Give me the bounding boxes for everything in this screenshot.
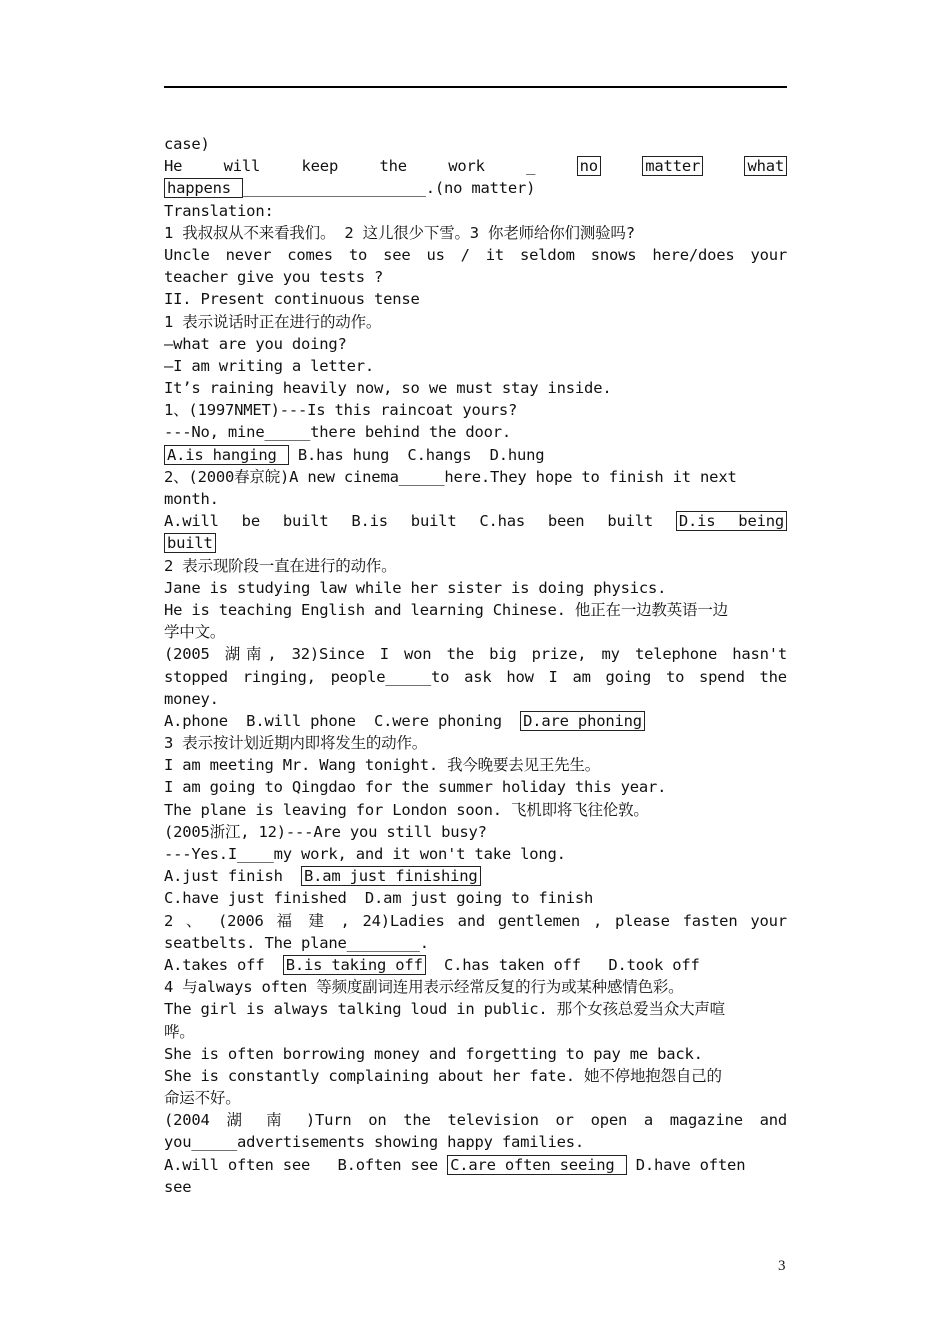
text-segment: snows (590, 245, 637, 264)
text-line (164, 577, 787, 599)
text-segment: 1 表示说话时正在进行的动作。 (164, 312, 382, 331)
text-line (164, 821, 787, 843)
text-line (164, 910, 787, 932)
text-line (164, 444, 787, 466)
text-segment: and (759, 1111, 788, 1130)
text-segment: going (605, 667, 652, 686)
text-segment: He (164, 157, 183, 176)
text-segment: (2006 (217, 911, 264, 930)
text-segment: ____________________ (243, 179, 426, 198)
boxed-answer: what (744, 156, 787, 176)
boxed-answer: matter (642, 156, 703, 176)
text-segment: stopped (164, 667, 228, 686)
text-segment: 4 与always often 等频度副词连用表示经常反复的行为或某种感情色彩。 (164, 978, 684, 997)
text-line (164, 754, 787, 776)
text-line (164, 599, 787, 621)
text-line (164, 1043, 787, 1065)
text-segment: will (223, 157, 261, 176)
text-segment: fasten (682, 911, 738, 930)
text-segment: work (448, 157, 485, 176)
text-line (164, 666, 787, 688)
text-segment: C.has been built (479, 512, 653, 531)
text-line (164, 288, 787, 310)
text-segment: .(no matter) (425, 179, 536, 198)
text-segment: hasn't (732, 645, 788, 664)
text-segment: 1、(1997NMET)---Is this raincoat yours? (164, 401, 518, 420)
boxed-answer: happens (164, 178, 243, 198)
text-segment: 南 (266, 1111, 290, 1130)
text-segment: prize, (531, 645, 587, 664)
text-segment: (2004 (164, 1111, 210, 1130)
text-segment: A.just finish (164, 867, 301, 886)
text-segment: 1 我叔叔从不来看我们。 2 这儿很少下雪。3 你老师给你们测验吗? (164, 223, 635, 242)
text-segment: ---Yes.I____my work, and it won't take long. (164, 845, 566, 863)
text-segment: the (403, 1111, 431, 1130)
text-line (164, 466, 787, 488)
text-segment: never (225, 245, 272, 264)
text-line (164, 710, 787, 732)
text-segment: I (379, 645, 389, 664)
text-line (164, 155, 787, 177)
text-segment: A.will be built (164, 512, 329, 531)
text-segment: She is often borrowing money and forgetting to pay me back. (164, 1044, 703, 1063)
text-line (164, 177, 787, 199)
text-segment: 24)Ladies (362, 911, 445, 930)
text-line (164, 1065, 787, 1087)
text-segment: 哗。 (164, 1022, 195, 1041)
text-line (164, 222, 787, 244)
header-rule (164, 86, 787, 88)
text-segment: ask (464, 667, 492, 686)
text-line (164, 688, 787, 710)
text-segment: , (340, 911, 350, 930)
text-segment: there behind the door. (310, 423, 512, 442)
text-segment: A.will often see B.often see (164, 1155, 448, 1174)
text-segment: it (485, 245, 505, 264)
text-segment: (2005 湖南, 32)Since (164, 645, 365, 664)
text-line (164, 266, 787, 288)
text-segment: B.has hung C.hangs D.hung (288, 445, 545, 464)
text-line (164, 333, 787, 355)
text-segment: 建 (308, 911, 328, 930)
boxed-answer: no (577, 156, 601, 176)
text-segment: _ (526, 157, 536, 176)
text-line (164, 200, 787, 222)
text-line (164, 954, 787, 976)
text-segment: 、 (186, 911, 206, 930)
text-segment: II. Present continuous tense (164, 290, 420, 309)
text-line (164, 532, 787, 554)
text-line (164, 1176, 787, 1198)
text-line (164, 1154, 787, 1176)
boxed-answer: A.is hanging (164, 445, 289, 465)
text-segment: a (643, 1111, 654, 1130)
text-line (164, 776, 787, 798)
text-segment: Jane is studying law while her sister is doing physics. (164, 578, 667, 597)
text-line (164, 244, 787, 266)
boxed-answer: B.am just finishing (301, 866, 481, 886)
text-segment: 学中文。 (164, 623, 226, 642)
text-segment: ---No, mine (164, 423, 265, 442)
text-segment: am (572, 667, 591, 686)
text-segment: She is constantly complaining about her fate. 她不停地抱怨自己的 (164, 1066, 722, 1085)
text-segment: 2 (164, 911, 174, 930)
text-line (164, 311, 787, 333)
text-segment: the (446, 645, 474, 664)
text-segment: Translation: (164, 201, 274, 220)
text-line (164, 843, 787, 865)
text-segment: money. (164, 689, 219, 708)
text-segment: the (379, 157, 407, 176)
text-segment: how (506, 667, 534, 686)
text-segment: you_____advertisements showing happy families. (164, 1133, 585, 1152)
text-line (164, 488, 787, 510)
text-segment: big (489, 645, 517, 664)
text-line (164, 932, 787, 954)
text-segment: to (665, 667, 685, 686)
text-line (164, 799, 787, 821)
text-segment: your (750, 245, 788, 264)
text-segment: _____ (264, 423, 311, 442)
text-segment: please (614, 911, 670, 930)
text-line (164, 377, 787, 399)
text-segment: on (368, 1111, 387, 1130)
text-line (164, 887, 787, 909)
text-segment: television (447, 1111, 539, 1130)
text-segment: —I am writing a letter. (164, 356, 375, 375)
text-segment: ringing, (242, 667, 316, 686)
text-segment: 2 表示现阶段一直在进行的动作。 (164, 556, 397, 575)
text-segment: I am meeting Mr. Wang tonight. 我今晚要去见王先生。 (164, 756, 601, 775)
text-line (164, 643, 787, 665)
text-segment: 命运不好。 (164, 1089, 241, 1108)
text-segment: teacher give you tests ? (164, 268, 384, 287)
document-body (164, 133, 787, 1198)
text-segment: (2005浙江, 12)---Are you still busy? (164, 822, 487, 841)
text-line (164, 399, 787, 421)
text-segment: Uncle (164, 245, 210, 264)
boxed-answer: B.is taking off (283, 955, 426, 975)
text-segment: C.has taken off D.took off (425, 955, 700, 974)
text-line (164, 421, 787, 443)
text-segment: see (383, 245, 411, 264)
text-segment: us (426, 245, 445, 264)
text-segment: magazine (669, 1111, 743, 1130)
text-segment: seldom (519, 245, 575, 264)
text-segment: A.takes off (164, 955, 283, 974)
text-segment: seatbelts. The plane________. (164, 933, 429, 952)
text-line (164, 510, 787, 532)
text-segment: open (590, 1111, 628, 1130)
boxed-answer: built (164, 533, 216, 553)
text-segment: B.is built (351, 512, 457, 531)
text-segment: 2、(2000春京皖)A new cinema_____here.They hope to finish it next (164, 467, 737, 486)
text-segment: or (555, 1111, 574, 1130)
page-number: 3 (778, 1258, 786, 1274)
text-line (164, 621, 787, 643)
text-segment: won (404, 645, 432, 664)
text-segment: The girl is always talking loud in public. 那个女孩总爱当众大声喧 (164, 1000, 725, 1019)
text-segment: The plane is leaving for London soon. 飞机即将飞往伦敦。 (164, 800, 649, 819)
text-line (164, 1131, 787, 1153)
text-segment: spend (699, 667, 745, 686)
text-segment: here/does (652, 245, 735, 264)
text-segment: my (601, 645, 620, 664)
text-segment: month. (164, 490, 219, 508)
text-segment: I (548, 667, 558, 686)
text-line (164, 555, 787, 577)
text-segment: D.have often (626, 1155, 746, 1174)
text-segment: 湖 (226, 1111, 250, 1130)
text-line (164, 1109, 787, 1131)
text-segment: 福 (276, 911, 296, 930)
text-line (164, 998, 787, 1020)
text-segment: keep (301, 157, 339, 176)
text-line (164, 976, 787, 998)
text-segment: He is teaching English and learning Chinese. 他正在一边教英语一边 (164, 600, 728, 619)
text-line (164, 732, 787, 754)
text-segment: —what are you doing? (164, 334, 347, 353)
text-line (164, 1087, 787, 1109)
text-line (164, 865, 787, 887)
text-segment: , (592, 911, 603, 930)
text-segment: your (750, 911, 787, 930)
boxed-answer: D.are phoning (520, 711, 645, 731)
text-line (164, 1021, 787, 1043)
text-segment: to (348, 245, 368, 264)
text-segment: 3 表示按计划近期内即将发生的动作。 (164, 734, 428, 753)
text-segment: gentlemen (497, 911, 581, 930)
text-segment: )Turn (305, 1111, 352, 1130)
text-segment: and (457, 911, 485, 930)
text-segment: telephone (634, 645, 718, 664)
boxed-answer: C.are often seeing (447, 1155, 627, 1175)
text-segment: case) (164, 135, 210, 153)
text-segment: A.phone B.will phone C.were phoning (164, 711, 521, 730)
text-segment: the (759, 667, 787, 686)
text-line (164, 355, 787, 377)
text-segment: C.have just finished D.am just going to finish (164, 889, 594, 908)
text-segment: It’s raining heavily now, so we must stay inside. (164, 379, 612, 398)
text-segment: see (164, 1177, 192, 1196)
text-segment: / (460, 245, 470, 264)
text-segment: people_____to (330, 667, 450, 686)
text-line (164, 133, 787, 155)
text-segment: comes (287, 245, 333, 264)
text-segment: I am going to Qingdao for the summer holiday this year. (164, 778, 667, 797)
boxed-answer: D.is being (676, 511, 787, 531)
